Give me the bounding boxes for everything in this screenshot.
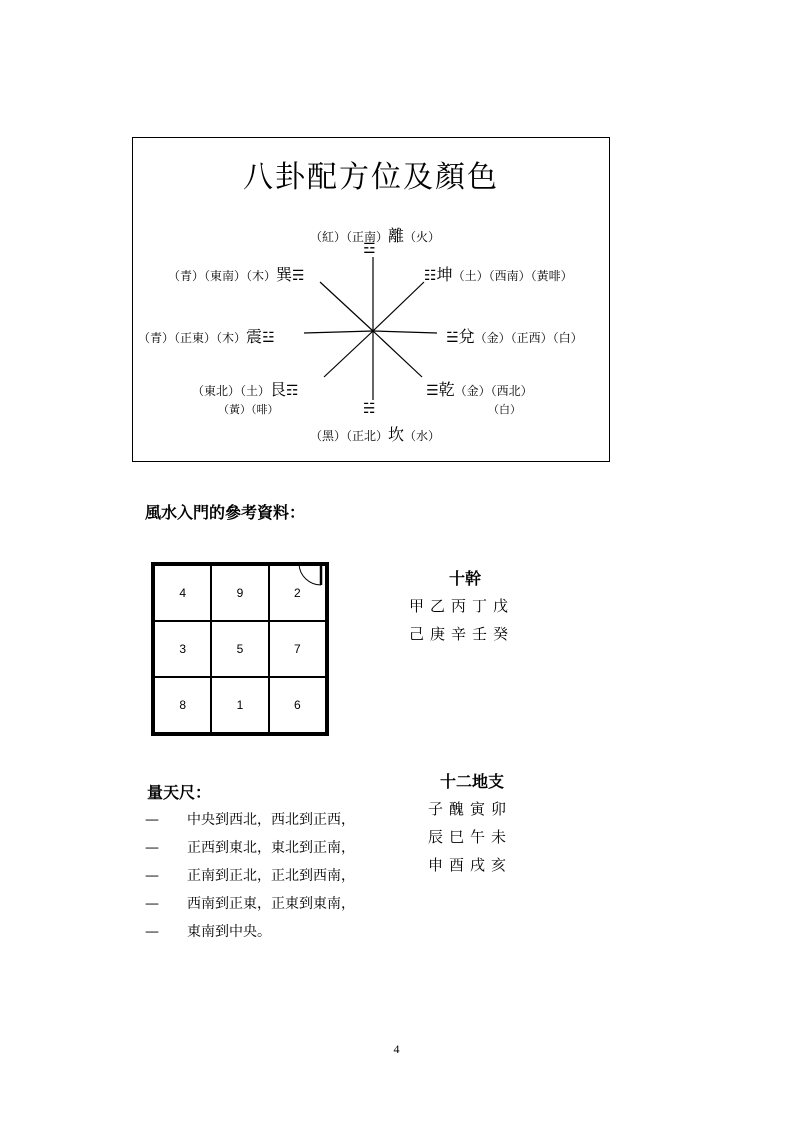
trigram-name-dui: 兌 <box>458 327 475 346</box>
lo-shu-grid <box>151 562 329 736</box>
spoke-southwest <box>373 282 424 331</box>
grid-cell: 4 <box>154 565 211 621</box>
grid-cell: 8 <box>154 677 211 733</box>
trigram-name-zhen: 震 <box>246 327 263 346</box>
spoke-southeast <box>320 282 373 331</box>
trigram-xun-icon: ☴ <box>292 268 305 284</box>
label-southeast: （青）（東南）（木）巽☴ <box>168 265 305 284</box>
spoke-west <box>373 331 437 333</box>
list-item: — 東南到中央。 <box>145 924 271 940</box>
grid-cell: 7 <box>269 621 326 677</box>
trigram-kun-icon: ☷ <box>424 268 437 284</box>
label-northwest: ☰乾（金）（西北） <box>426 380 533 399</box>
earthly-branches-row: 申酉戌亥 <box>428 856 513 874</box>
heavenly-stems-title: 十幹 <box>449 569 482 588</box>
trigram-zhen-icon: ☳ <box>262 330 275 346</box>
grid-cell: 2 <box>269 565 326 621</box>
grid-cell: 9 <box>211 565 268 621</box>
trigram-name-kan: 坎 <box>388 425 405 444</box>
label-west: ☱兌（金）（正西）（白） <box>446 327 583 346</box>
list-item: — 正南到正北，正北到西南， <box>145 868 355 884</box>
reference-title: 風水入門的參考資料： <box>145 503 306 522</box>
label-southwest: ☷坤（土）（西南）（黃啡） <box>424 265 573 284</box>
tian-chi-title: 量天尺： <box>147 783 212 802</box>
list-item: — 正西到東北，東北到正南， <box>145 840 355 856</box>
grid-cell: 1 <box>211 677 268 733</box>
grid-cell: 3 <box>154 621 211 677</box>
spoke-northeast <box>324 331 373 377</box>
earthly-branches-row: 子醜寅卯 <box>428 800 513 818</box>
trigram-kan-icon: ☵ <box>363 401 376 417</box>
trigram-name-qian: 乾 <box>438 380 455 399</box>
earthly-branches-title: 十二地支 <box>440 772 505 791</box>
grid-cell: 5 <box>211 621 268 677</box>
grid-cell: 6 <box>269 677 326 733</box>
trigram-name-xun: 巽 <box>276 265 293 284</box>
trigram-name-kun: 坤 <box>436 265 453 284</box>
trigram-qian-icon: ☰ <box>426 383 439 399</box>
heavenly-stems-row: 甲乙丙丁戊 <box>409 597 515 615</box>
trigram-gen-icon: ☶ <box>286 383 299 399</box>
trigram-name-gen: 艮 <box>270 380 287 399</box>
list-item: — 西南到正東，正東到東南， <box>145 896 355 912</box>
trigram-dui-icon: ☱ <box>446 330 459 346</box>
spoke-east <box>304 331 373 333</box>
label-northwest-color: （白） <box>488 403 521 416</box>
trigram-name-li: 離 <box>388 226 405 245</box>
label-northeast: （東北）（土）艮☶ <box>192 380 299 399</box>
earthly-branches-row: 辰巳午未 <box>428 828 513 846</box>
spoke-northwest <box>373 331 422 377</box>
heavenly-stems-row: 己庚辛壬癸 <box>409 625 515 643</box>
label-south: （紅）（正南）離（火） <box>310 226 441 245</box>
label-east: （青）（正東）（木）震☳ <box>138 327 275 346</box>
label-north: （黑）（正北）坎（水） <box>310 425 441 444</box>
page-number: 4 <box>393 1042 400 1056</box>
diagram-title: 八卦配方位及顏色 <box>243 160 499 195</box>
list-item: — 中央到西北，西北到正西， <box>145 812 355 828</box>
trigram-li-icon: ☲ <box>363 241 376 257</box>
door-swing-icon <box>295 563 329 587</box>
label-northeast-colors: （黃）（啡） <box>218 403 279 416</box>
